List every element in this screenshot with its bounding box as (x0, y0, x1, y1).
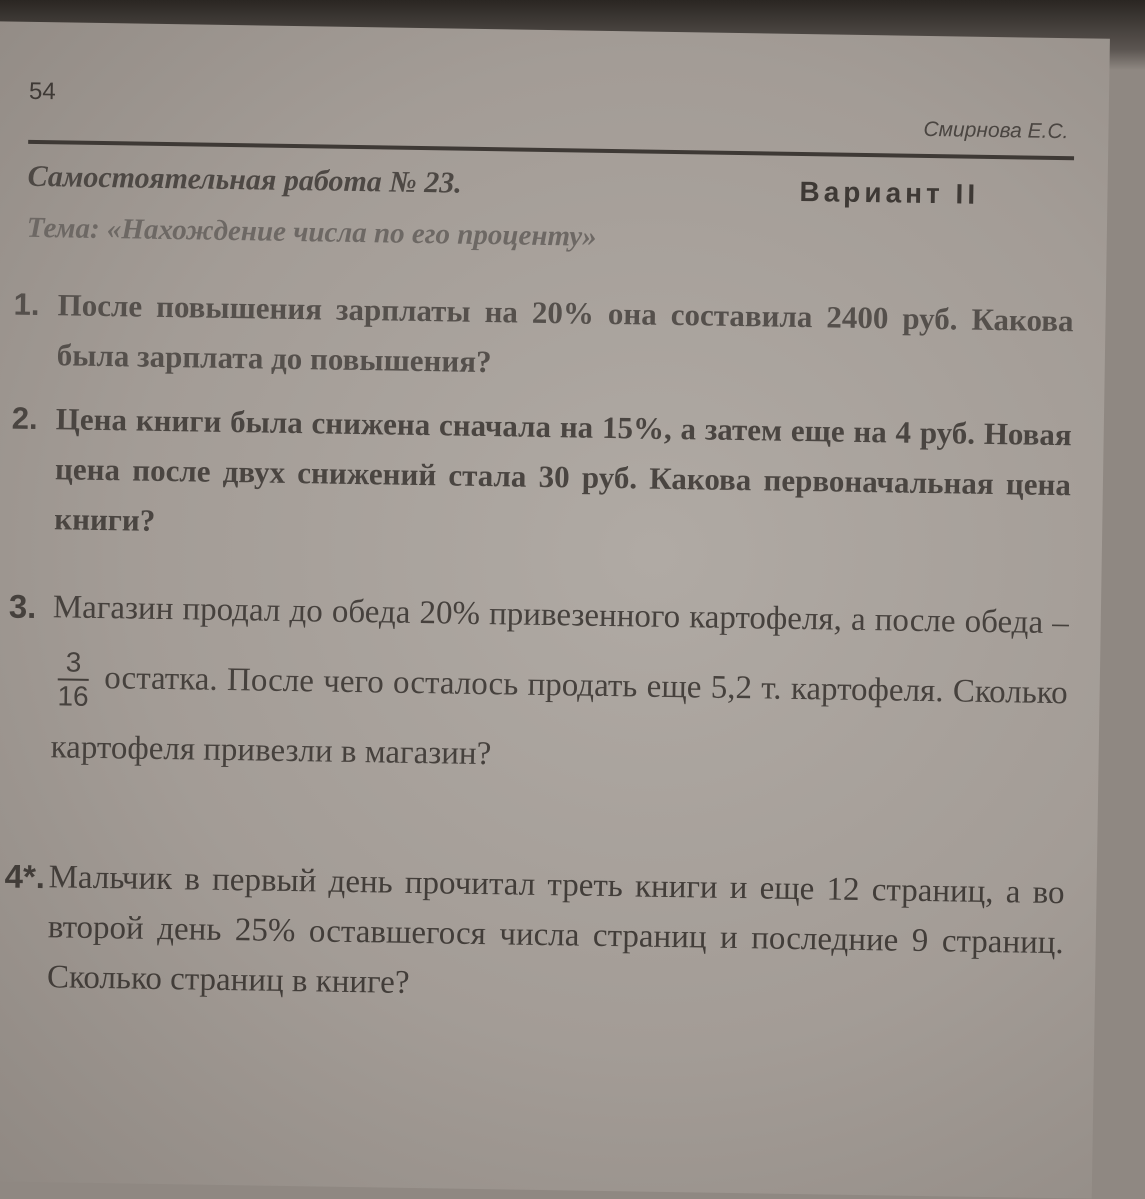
task-number: 3. (8, 587, 37, 626)
page-number: 54 (28, 77, 56, 106)
task-2 (10, 394, 1072, 561)
fraction-numerator: 3 (58, 649, 90, 681)
textbook-page (0, 21, 1110, 1198)
task-text: Мальчик в первый день прочитал треть книги и еще 12 страниц, а во второй день 25% оставшегося числа страниц и последние 9 страниц. Сколько страниц в книге? (46, 859, 1065, 1001)
task-4 (3, 852, 1065, 1019)
fraction-denominator: 16 (57, 680, 89, 713)
task-number: 1. (13, 286, 40, 323)
topic-line: Тема: «Нахождение числа по его проценту» (26, 211, 597, 253)
author-name: Смирнова Е.С. (923, 117, 1069, 144)
task-1 (12, 280, 1073, 397)
variant-label: Вариант II (799, 175, 980, 210)
task-text-before-fraction: Магазин продал до обеда 20% привезенного картофеля, а после обеда – (52, 589, 1070, 642)
task-3 (6, 572, 1069, 799)
task-text (50, 572, 1069, 798)
task-text-after-fraction: остатка. После чего осталось продать еще 5,2 т. картофеля. Сколько картофеля привезли в магазин? (50, 660, 1068, 773)
task-text: Цена книги была снижена сначала на 15%, а затем еще на 4 руб. Новая цена после двух снижений стала 30 руб. Какова первоначальная цена книги? (53, 401, 1072, 538)
task-number: 2. (11, 400, 38, 436)
fraction (57, 646, 89, 713)
task-number: 4*. (4, 857, 46, 896)
work-title: Самостоятельная работа № 23. (27, 159, 463, 200)
task-text: После повышения зарплаты на 20% она составила 2400 руб. Какова была зарплата до повышения? (56, 287, 1074, 380)
